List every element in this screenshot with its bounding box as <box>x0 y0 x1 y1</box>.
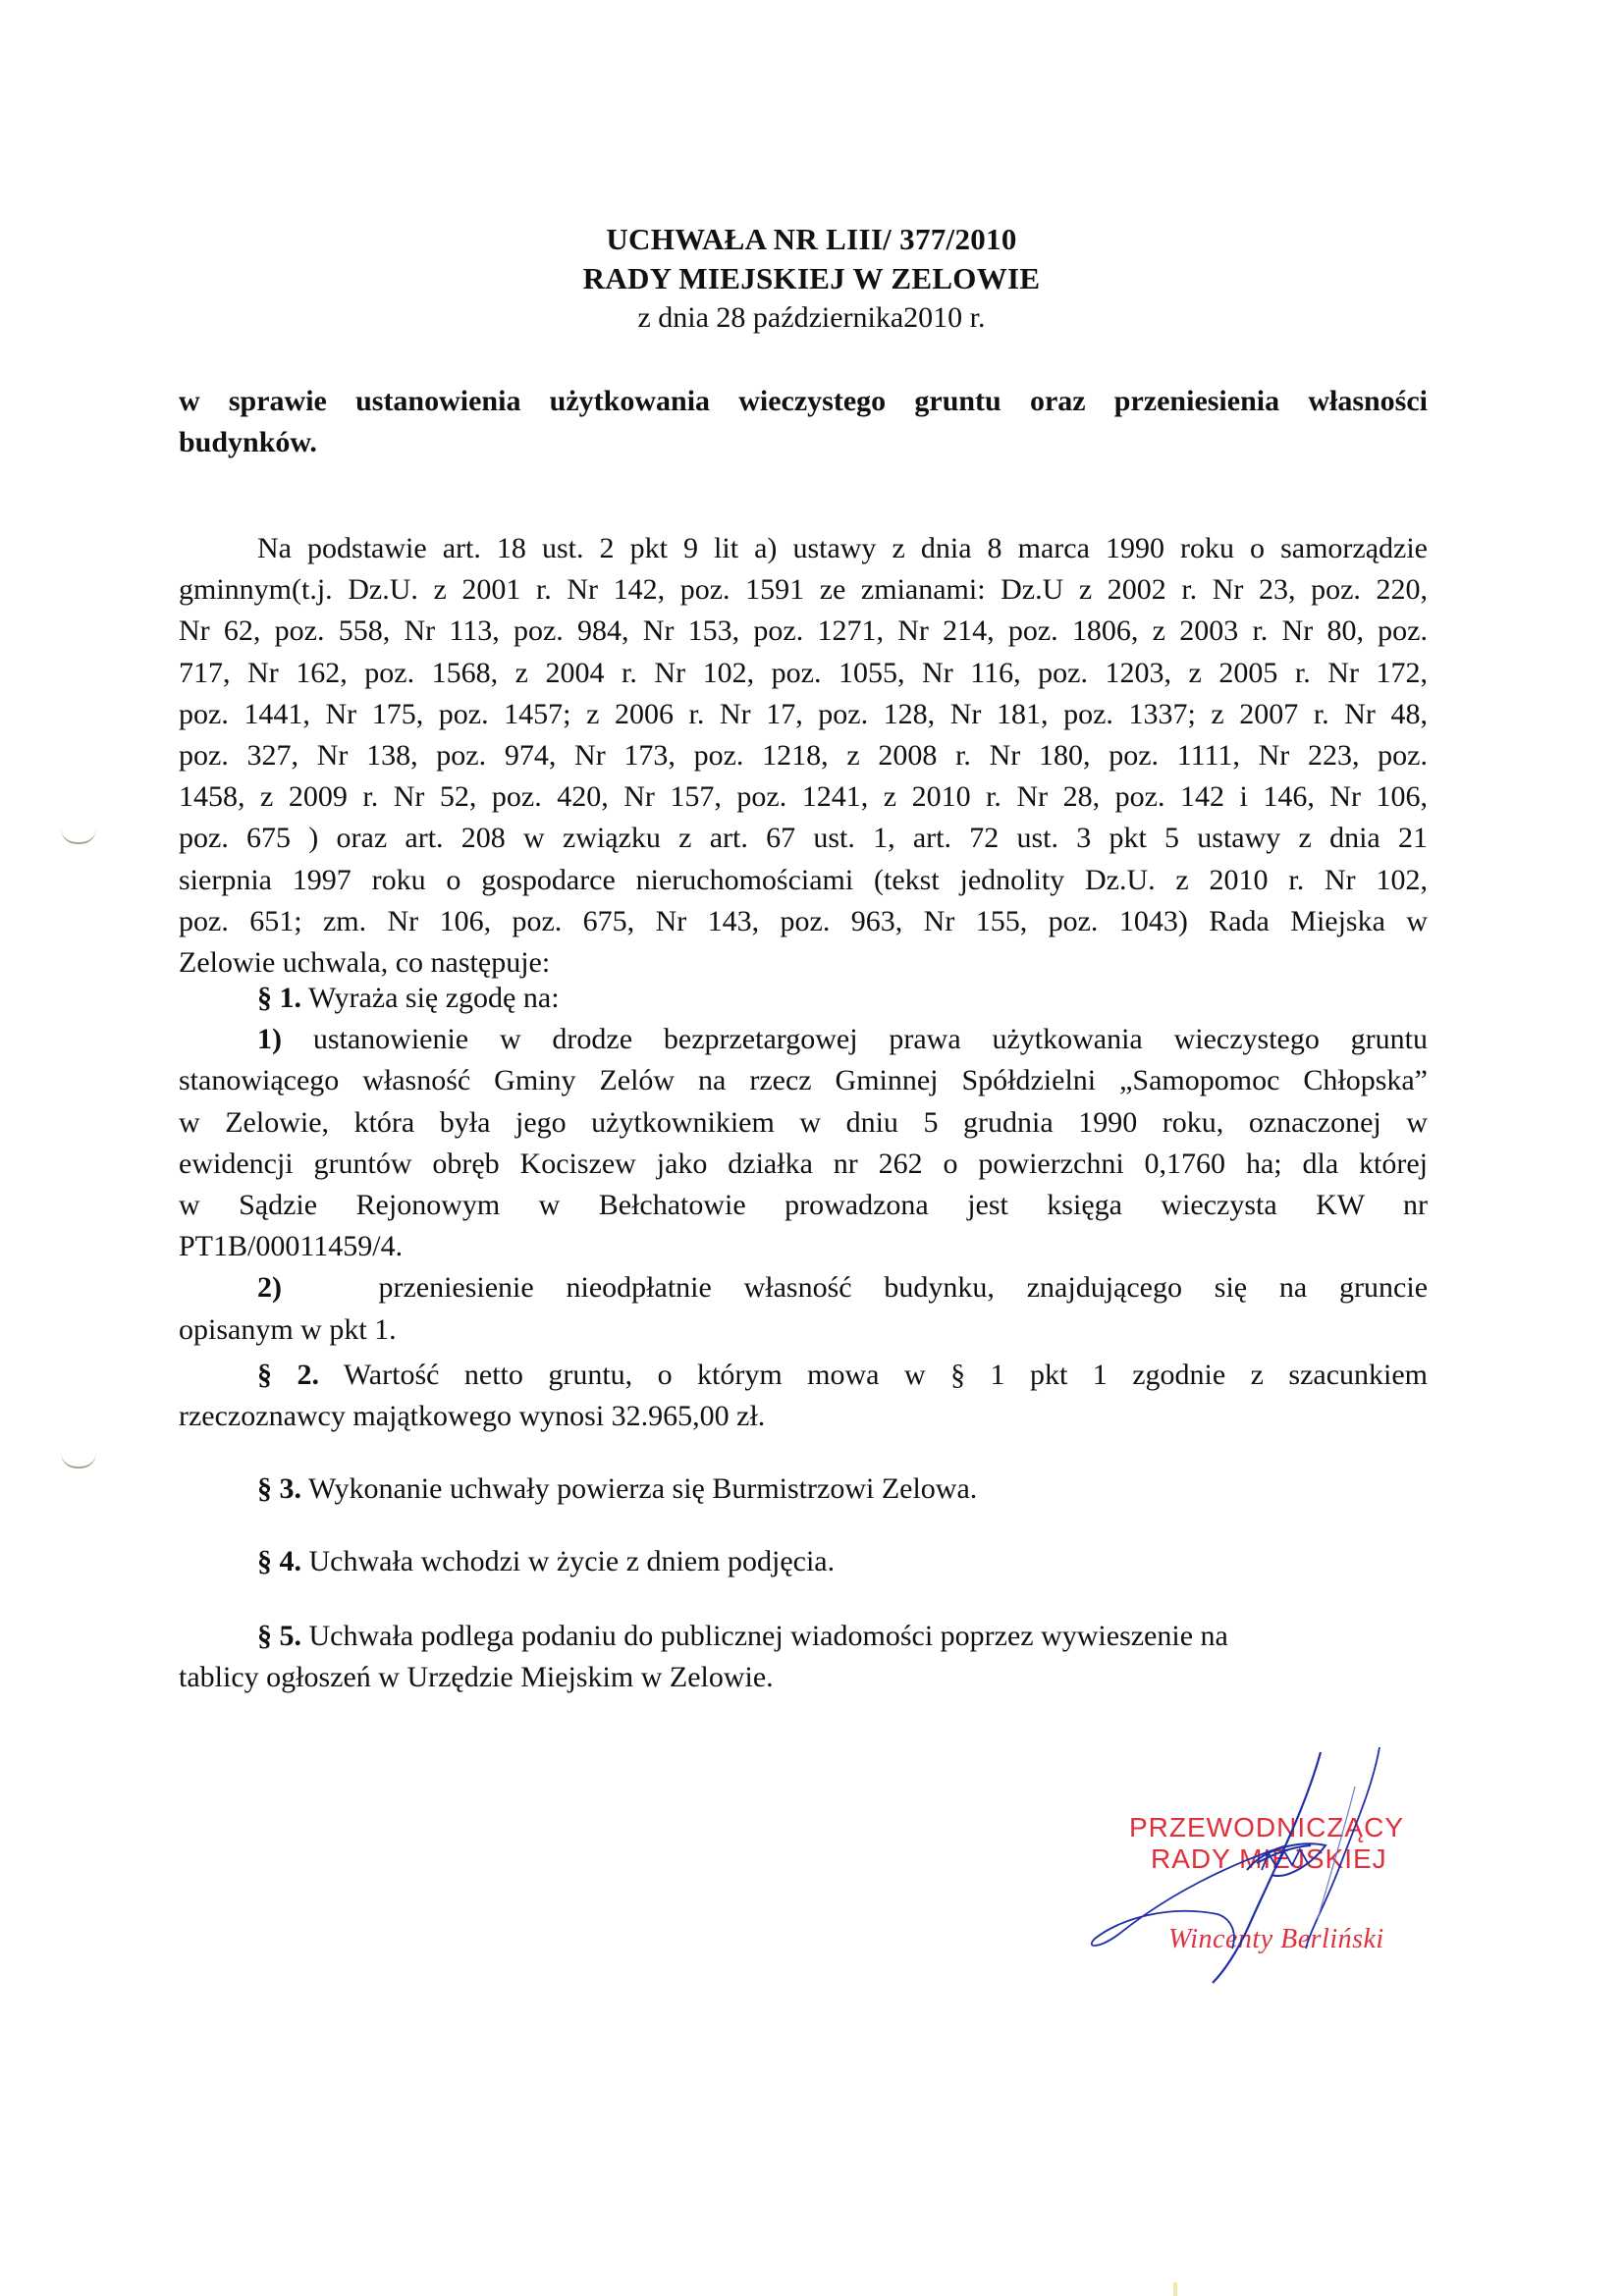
section-3-text: Wykonanie uchwały powierza się Burmistrzowi Zelowa. <box>307 1472 978 1505</box>
item-2-line: opisanym w pkt 1. <box>179 1312 397 1346</box>
section-4 <box>179 1541 1428 1582</box>
resolution-number: UCHWAŁA NR LIII/ 377/2010 <box>606 222 1017 256</box>
item-1-line: stanowiącego własność Gminy Zelów na rzecz Gminnej Spółdzielni „Samopomoc Chłopska” <box>179 1064 1428 1097</box>
section-2 <box>179 1355 1428 1437</box>
resolution-date: z dnia 28 października2010 r. <box>637 301 986 334</box>
preamble-line: poz. 675 ) oraz art. 208 w związku z art. 67 ust. 1, art. 72 ust. 3 pkt 5 ustawy z dnia 21 <box>179 822 1428 855</box>
item-1-line: PT1B/00011459/4. <box>179 1230 404 1263</box>
section-mark: § 3. <box>257 1472 301 1505</box>
section-1-intro-text: Wyraża się zgodę na: <box>307 982 560 1014</box>
item-2-mark: 2) <box>257 1271 282 1305</box>
item-2-text: przeniesienie nieodpłatnie własność budynku, znajdującego się na gruncie <box>378 1271 1429 1305</box>
item-1-line: w Sądzie Rejonowym w Bełchatowie prowadzona jest księga wieczysta KW nr <box>179 1189 1428 1222</box>
preamble-line: gminnym(t.j. Dz.U. z 2001 r. Nr 142, poz. 1591 ze zmianami: Dz.U z 2002 r. Nr 23, poz. 220, <box>179 573 1428 607</box>
section-mark: § 5. <box>257 1620 301 1652</box>
resolution-subject <box>179 381 1428 463</box>
preamble-line: Nr 62, poz. 558, Nr 113, poz. 984, Nr 153, poz. 1271, Nr 214, poz. 1806, z 2003 r. Nr 80, poz. <box>179 614 1428 648</box>
item-1-line: ewidencji gruntów obręb Kociszew jako działka nr 262 o powierzchni 0,1760 ha; dla której <box>179 1147 1428 1180</box>
section-3 <box>179 1468 1428 1510</box>
stamp-name: Wincenty Berliński <box>1168 1924 1384 1954</box>
section-mark: § 2. <box>257 1359 319 1391</box>
punch-hole-mark <box>61 1453 96 1468</box>
preamble-line: 717, Nr 162, poz. 1568, z 2004 r. Nr 102, poz. 1055, Nr 116, poz. 1203, z 2005 r. Nr 172, <box>179 656 1428 689</box>
chairman-stamp <box>1100 1796 1492 2012</box>
section-1 <box>179 978 1428 1351</box>
preamble-line: Na podstawie art. 18 ust. 2 pkt 9 lit a) ustawy z dnia 8 marca 1990 roku o samorządzie <box>257 532 1428 564</box>
section-5-line <box>179 1616 1428 1657</box>
subject-line: w sprawie ustanowienia użytkowania wieczystego gruntu oraz przeniesienia własności <box>179 385 1428 417</box>
item-1-mark: 1) <box>257 1023 282 1056</box>
section-4-line <box>179 1541 1428 1582</box>
item-2-line <box>179 1267 1428 1308</box>
preamble-line: Zelowie uchwala, co następuje: <box>179 946 551 980</box>
section-1-intro <box>179 978 1428 1019</box>
section-mark: § 4. <box>257 1545 301 1577</box>
preamble-line: poz. 651; zm. Nr 106, poz. 675, Nr 143, poz. 963, Nr 155, poz. 1043) Rada Miejska w <box>179 904 1428 937</box>
item-1-line <box>179 1019 1428 1060</box>
subject-line: budynków. <box>179 426 317 458</box>
section-mark: § 1. <box>257 982 301 1014</box>
stamp-council: RADY MIEJSKIEJ <box>1151 1843 1387 1874</box>
section-2-text: Wartość netto gruntu, o którym mowa w § 1 pkt 1 zgodnie z szacunkiem <box>343 1359 1429 1391</box>
section-5-line: tablicy ogłoszeń w Urzędzie Miejskim w Zelowie. <box>179 1661 774 1694</box>
item-1-text: ustanowienie w drodze bezprzetargowej prawa użytkowania wieczystego gruntu <box>312 1023 1428 1056</box>
scan-artifact <box>1173 2282 1177 2296</box>
section-2-line: rzeczoznawcy majątkowego wynosi 32.965,00 zł. <box>179 1400 766 1433</box>
section-2-line <box>179 1355 1428 1396</box>
preamble <box>179 528 1428 984</box>
council-name: RADY MIEJSKIEJ W ZELOWIE <box>582 261 1041 295</box>
preamble-line: poz. 327, Nr 138, poz. 974, Nr 173, poz. 1218, z 2008 r. Nr 180, poz. 1111, Nr 223, poz. <box>179 739 1428 773</box>
preamble-line: sierpnia 1997 roku o gospodarce nieruchomościami (tekst jednolity Dz.U. z 2010 r. Nr 102, <box>179 863 1428 896</box>
punch-hole-mark <box>61 828 96 844</box>
section-5 <box>179 1616 1428 1698</box>
preamble-line: 1458, z 2009 r. Nr 52, poz. 420, Nr 157, poz. 1241, z 2010 r. Nr 28, poz. 142 i 146, Nr 106, <box>179 780 1428 814</box>
section-5-text: Uchwała podlega podaniu do publicznej wiadomości poprzez wywieszenie na <box>308 1620 1228 1652</box>
section-4-text: Uchwała wchodzi w życie z dniem podjęcia. <box>308 1545 836 1577</box>
item-1-line: w Zelowie, która była jego użytkownikiem w dniu 5 grudnia 1990 roku, oznaczonej w <box>179 1105 1428 1139</box>
preamble-line: poz. 1441, Nr 175, poz. 1457; z 2006 r. Nr 17, poz. 128, Nr 181, poz. 1337; z 2007 r. Nr 48, <box>179 697 1428 730</box>
section-3-line <box>179 1468 1428 1510</box>
stamp-title: PRZEWODNICZĄCY <box>1129 1812 1404 1842</box>
